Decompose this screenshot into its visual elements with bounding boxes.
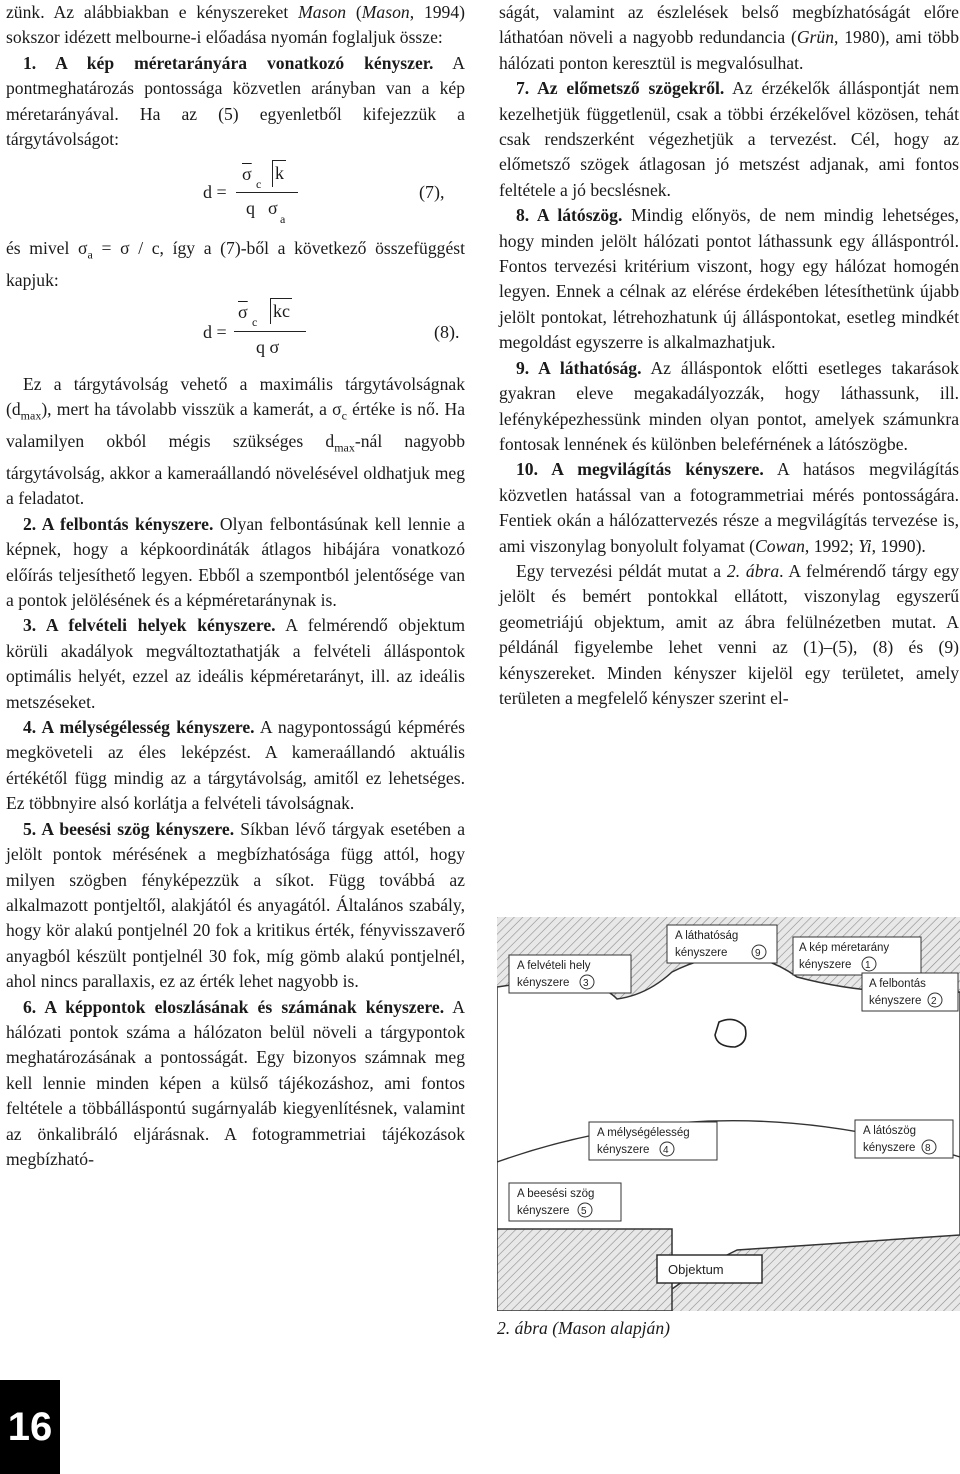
equation-7: d = $\overline{\sigma}$ c k q σ a (7), <box>6 152 465 236</box>
svg-text:A felvételi hely: A felvételi hely <box>517 960 591 972</box>
svg-text:A beesési szög: A beesési szög <box>517 1188 595 1200</box>
svg-text:A kép méretarány: A kép méretarány <box>799 942 890 954</box>
svg-text:kényszere: kényszere <box>517 1205 570 1217</box>
obstacle-shape <box>715 1019 746 1047</box>
constraint-diagram <box>497 917 960 1311</box>
label-resolution <box>862 973 958 1011</box>
svg-text:kényszere: kényszere <box>869 995 922 1007</box>
label-incidence-angle <box>509 1183 621 1221</box>
object-label: Objektum <box>668 1262 724 1277</box>
left-column <box>6 0 465 1172</box>
intro-paragraph: zünk. Az alábbiakban e kényszereket Mason (Mason, 1994) sokszor idézett melbourne-i előadása nyomán foglaljuk össze: <box>6 2 466 48</box>
section-1: 1. A kép méretarányára vonatkozó kényszer. A pontmeghatározás pontossága közvetlen arányban van a kép méretarányával. Ha az (5) egyenletből kifejezzük a tárgytávolságot: <box>6 52 466 150</box>
figure-reference-paragraph: Egy tervezési példát mutat a 2. ábra. A felmérendő tárgy egy jelölt és bemért pontokkal ellátott, viszonylag egyszerű geometriájú objektum, amit az ábra felülnézetben mutat. A példánál figyelembe lehet venni az (1)–(5), (8) és (9) kényszereket. Minden kényszer kijelöl egy területet, amely területen a megfelelő kényszer szerint el- <box>499 560 959 708</box>
svg-text:kényszere: kényszere <box>517 977 570 989</box>
svg-text:4: 4 <box>663 1145 669 1156</box>
object-region <box>497 1229 672 1311</box>
svg-text:A felbontás: A felbontás <box>869 978 926 990</box>
section-2: 2. A felbontás kényszere. Olyan felbontásúnak kell lennie a képnek, hogy a képkoordináták átlagos hibájára vonatkozó előírás teljesíthető legyen. Ebből a szempontból jelentősége van a pontok jelölésének és a képméretaránynak is. <box>6 513 465 611</box>
section-5: 5. A beesési szög kényszere. Síkban lévő tárgyak esetében a jelölt pontok mérésének a megbízhatósága függ attól, hogy milyen szögben fényképezzük a síkot. Függ továbbá az alkalmazott pontjeltől, alakjától és anyagától. Általános szabály, hogy kör alakú pontjelnél 20 fok a kritikus érték, fényvisszaverő anyagból készült pontjelnél 30 fok, míg gömb alakú pontjelnél, ahol nincs parallaxis, ez az érték lehet nagyobb is. <box>6 818 466 992</box>
svg-text:3: 3 <box>583 978 589 989</box>
label-visibility <box>667 925 777 963</box>
svg-text:5: 5 <box>581 1206 587 1217</box>
section-9: 9. A láthatóság. Az álláspontok előtti esetleges takarások gyakran eleve megakadályozzák, hogy láthassunk, ill. lefényképezhessünk minden olyan pontot, amelyek számunkra fontosak lennének és különben beleférnének a látószögbe. <box>499 357 959 454</box>
svg-text:2: 2 <box>931 996 937 1007</box>
svg-text:A láthatóság: A láthatóság <box>675 930 739 942</box>
section-3: 3. A felvételi helyek kényszere. A felmérendő objektum körüli akadályok megváltoztathatják a felvételi álláspontok optimális helyét, ezzel az ideális képméretarányt, ill. az ideális metszéseket. <box>6 615 466 712</box>
svg-text:A látószög: A látószög <box>863 1125 917 1137</box>
svg-text:A mélységélesség: A mélységélesség <box>597 1127 690 1139</box>
right-column <box>499 0 959 711</box>
svg-text:kényszere: kényszere <box>863 1142 916 1154</box>
right-intro: ságát, valamint az észlelések belső megbízhatóságát előre láthatóan növeli a nagyobb redundancia (Grün, 1980), ami több hálózati ponton keresztül is megvalósulhat. <box>499 2 959 73</box>
section-10: 10. A megvilágítás kényszere. A hatásos megvilágítás közvetlen hatással van a fotogrammetriai mérés pontosságára. Fentiek okán a hálózattervezés része a megvilágítás tervezése is, ami viszonylag bonyolult folyamat (Cowan, 1992; Yi, 1990). <box>499 459 960 556</box>
section-7: 7. Az előmetsző szögekről. Az érzékelők álláspontját nem kezelhetjük függetlenül, csak a többi érzékelővel közösen, tehát csak rendszerként végezhetjük a tervezést. Cél, hogy az előmetsző szögek átlagosan jó metszést adjanak, ami fontos feltétele a jó becslésnek. <box>499 78 959 200</box>
label-field-of-view <box>855 1120 953 1158</box>
dmax-paragraph: Ez a tárgytávolság vehető a maximális tárgytávolságnak $(d_{max})$, mert ha távolabb visszük a kamerát, a $\sigma_c$ értéke is nő. Ha valamilyen okból mégis szükséges $d_{max}$-nál nagyobb tárgytávolság, akkor a kameraállandó növelésével oldhatjuk meg a feladatot. <box>6 373 465 509</box>
svg-text:8: 8 <box>925 1143 931 1154</box>
section-6: 6. A képpontok eloszlásának és számának kényszere. A hálózati pontok száma a hálózaton belül növeli a tárgypontok meghatározásának a pontosságát. Egy bizonyos számnak meg kell lennie minden képen a külső tájékozáshoz, ami fontos feltétele a többálláspontú sugárnyaláb kiegyenlítésnek, valamint az önkalibráló eljárásnak. A fotogrammetriai tájékozások megbízható- <box>6 996 465 1169</box>
equation-8: d = $\overline{\sigma}$ c kc q σ (8). <box>6 294 465 372</box>
eq-transition: és mivel $\sigma_a = \sigma / c$, így a (7)-ből a következő összefüggést kapjuk: <box>6 238 465 291</box>
figure-caption: 2. ábra (Mason alapján) <box>497 1318 670 1338</box>
svg-text:kényszere: kényszere <box>675 947 728 959</box>
section-4: 4. A mélységélesség kényszere. A nagypontosságú képmérés megköveteli az éles leképzést. A kameraállandó aktuális értékétől függ mindig az a tárgytávolság, amitől ez lehetséges. Ez többnyire alsó korlátja a felvételi távolságnak. <box>6 717 465 814</box>
section-8: 8. A látószög. Mindig előnyös, de nem mindig lehetséges, hogy minden jelölt hálózati pontot láthassunk egy álláspontról. Fontos tervezési kritérium viszont, hogy egy hálózat homogén legyen. Ennek a célnak az elérése érdekében létesíthetünk újabb jelölt pontokat, létrehozhatunk új álláspontokat, esetleg mindkét megoldást egyszerre is alkalmazhatjuk. <box>499 205 960 353</box>
label-depth-of-field <box>589 1122 717 1160</box>
label-station-location <box>509 955 631 993</box>
svg-text:9: 9 <box>755 948 761 959</box>
svg-text:kényszere: kényszere <box>799 959 852 971</box>
page-number: 16 <box>0 1380 60 1474</box>
label-image-scale <box>793 937 921 975</box>
svg-text:kényszere: kényszere <box>597 1144 650 1156</box>
svg-text:1: 1 <box>865 960 871 971</box>
